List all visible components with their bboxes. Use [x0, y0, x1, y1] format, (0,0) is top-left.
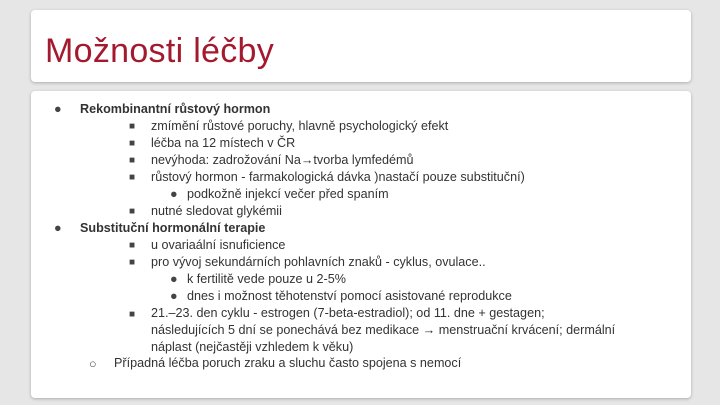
list-item-heading: Substituční hormonální terapie	[80, 221, 266, 235]
list-item: pro vývoj sekundárních pohlavních znaků - cyklus, ovulace..	[151, 255, 486, 269]
bullet-level2: ■	[129, 206, 136, 217]
list-item: léčba na 12 místech v ČR	[151, 136, 296, 150]
list-item: podkožně injekcí večer před spaním	[187, 187, 389, 201]
bullet-open: ○	[89, 357, 97, 371]
bullet-level2: ■	[129, 138, 136, 149]
bullet-level2: ■	[129, 257, 136, 268]
list-item: nutné sledovat glykémii	[151, 204, 282, 218]
bullet-level3: ●	[170, 272, 178, 286]
bullet-level2: ■	[129, 309, 136, 320]
bullet-level2: ■	[129, 172, 136, 183]
list-item: k fertilitě vede pouze u 2-5%	[187, 272, 346, 286]
slide-title: Možnosti léčby	[45, 32, 275, 70]
list-item: dnes i možnost těhotenství pomocí asistované reprodukce	[187, 289, 512, 303]
bullet-level2: ■	[129, 121, 136, 132]
list-item: 21.–23. den cyklu - estrogen (7-beta-estradiol); od 11. dne + gestagen;	[151, 306, 545, 320]
list-item: zmímění růstové poruchy, hlavně psychologický efekt	[151, 119, 449, 133]
bullet-level1: ●	[54, 221, 62, 235]
bullet-level2: ■	[129, 155, 136, 166]
bullet-level3: ●	[170, 289, 178, 303]
list-item-continuation: následujících 5 dní se ponechává bez medikace → menstruační krvácení; dermální	[151, 323, 616, 337]
list-item: nevýhoda: zadrožování Na→tvorba lymfedémů	[151, 153, 414, 167]
list-item-continuation: náplast (nejčastěji vzhledem k věku)	[151, 340, 354, 354]
bullet-level2: ■	[129, 240, 136, 251]
list-item: růstový hormon - farmakologická dávka )nastačí pouze substituční)	[151, 170, 525, 184]
list-item: Případná léčba poruch zraku a sluchu často spojena s nemocí	[114, 356, 462, 370]
bullet-level1: ●	[54, 102, 62, 116]
list-item: u ovariaální isnuficience	[151, 238, 286, 252]
bullet-level3: ●	[170, 187, 178, 201]
list-item-heading: Rekombinantní růstový hormon	[80, 102, 271, 116]
